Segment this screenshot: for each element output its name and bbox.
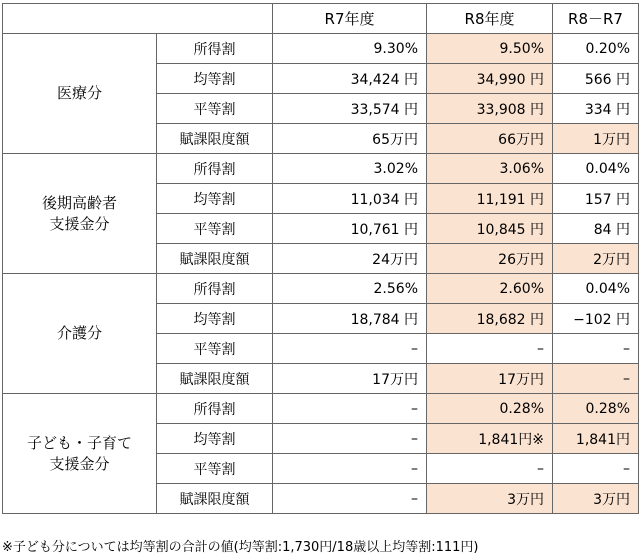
header-r8: R8年度 [427, 4, 553, 34]
diff-value: – [553, 454, 639, 484]
item-label: 賦課限度額 [157, 484, 273, 514]
diff-value: 1万円 [553, 124, 639, 154]
diff-value: 334 円 [553, 94, 639, 124]
r8-value: 34,990 円 [427, 64, 553, 94]
group-label-line1: 医療分 [56, 84, 102, 102]
diff-value: – [553, 364, 639, 394]
r7-value: – [273, 334, 427, 364]
item-label: 所得割 [157, 274, 273, 304]
diff-value: – [553, 334, 639, 364]
diff-value: 3万円 [553, 484, 639, 514]
group-label-line1: 後期高齢者 [41, 193, 117, 212]
item-label: 均等割 [157, 184, 273, 214]
r8-value: – [427, 334, 553, 364]
item-label: 所得割 [157, 154, 273, 184]
diff-value: 0.20% [553, 34, 639, 64]
r7-value: 17万円 [273, 364, 427, 394]
diff-value: −102 円 [553, 304, 639, 334]
item-label: 均等割 [157, 304, 273, 334]
r8-value: 18,682 円 [427, 304, 553, 334]
table-row [3, 274, 639, 304]
r7-value: 34,424 円 [273, 64, 427, 94]
group-label-line2: 支援金分 [49, 454, 110, 473]
header-diff: R8－R7 [553, 4, 639, 34]
premium-rate-table [2, 3, 639, 514]
item-label: 賦課限度額 [157, 364, 273, 394]
r8-value: 1,841円※ [427, 424, 553, 454]
r7-value: – [273, 424, 427, 454]
r7-value: 2.56% [273, 274, 427, 304]
diff-value: 1,841円 [553, 424, 639, 454]
diff-value: 84 円 [553, 214, 639, 244]
table-row [3, 34, 639, 64]
r8-value: – [427, 454, 553, 484]
item-label: 平等割 [157, 454, 273, 484]
item-label: 平等割 [157, 94, 273, 124]
footnote: ※子ども分については均等割の合計の値(均等割:1,730円/18歳以上均等割:111円) [2, 540, 479, 555]
r8-value: 2.60% [427, 274, 553, 304]
diff-value: 0.28% [553, 394, 639, 424]
item-label: 平等割 [157, 214, 273, 244]
r8-value: 9.50% [427, 34, 553, 64]
r8-value: 3.06% [427, 154, 553, 184]
r8-value: 10,845 円 [427, 214, 553, 244]
group-label-elderly-support [3, 154, 157, 274]
item-label: 賦課限度額 [157, 124, 273, 154]
diff-value: 157 円 [553, 184, 639, 214]
r7-value: 18,784 円 [273, 304, 427, 334]
item-label: 所得割 [157, 394, 273, 424]
group-label-line2: 支援金分 [49, 214, 110, 233]
group-label-medical [3, 34, 157, 154]
group-label-line1: 介護分 [56, 324, 102, 342]
table-row [3, 394, 639, 424]
r8-value: 33,908 円 [427, 94, 553, 124]
r8-value: 66万円 [427, 124, 553, 154]
header-row [3, 4, 639, 34]
r7-value: 11,034 円 [273, 184, 427, 214]
item-label: 所得割 [157, 34, 273, 64]
r7-value: 65万円 [273, 124, 427, 154]
r8-value: 26万円 [427, 244, 553, 274]
r8-value: 0.28% [427, 394, 553, 424]
table-row [3, 154, 639, 184]
r8-value: 11,191 円 [427, 184, 553, 214]
r7-value: 3.02% [273, 154, 427, 184]
r7-value: 33,574 円 [273, 94, 427, 124]
item-label: 均等割 [157, 424, 273, 454]
group-label-child-support [3, 394, 157, 514]
r7-value: – [273, 484, 427, 514]
diff-value: 0.04% [553, 154, 639, 184]
diff-value: 0.04% [553, 274, 639, 304]
item-label: 均等割 [157, 64, 273, 94]
header-r7: R7年度 [273, 4, 427, 34]
r7-value: 9.30% [273, 34, 427, 64]
r7-value: – [273, 394, 427, 424]
r7-value: 10,761 円 [273, 214, 427, 244]
diff-value: 566 円 [553, 64, 639, 94]
item-label: 平等割 [157, 334, 273, 364]
group-label-nursing-care [3, 274, 157, 394]
diff-value: 2万円 [553, 244, 639, 274]
item-label: 賦課限度額 [157, 244, 273, 274]
r8-value: 3万円 [427, 484, 553, 514]
r7-value: – [273, 454, 427, 484]
r7-value: 24万円 [273, 244, 427, 274]
corner-cell [3, 4, 273, 34]
group-label-line1: 子ども・子育て [26, 433, 132, 452]
r8-value: 17万円 [427, 364, 553, 394]
